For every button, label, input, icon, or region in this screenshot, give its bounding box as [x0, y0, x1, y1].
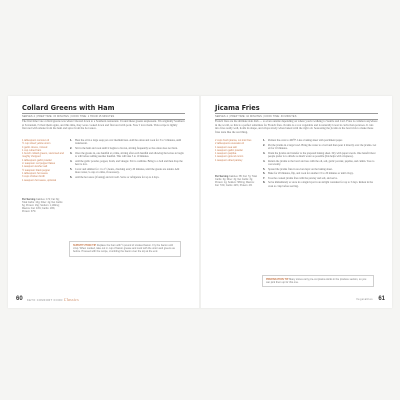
step-text: Spread the jicama fries in an even layer on the baking sheet.	[268, 167, 333, 171]
step-text: Add the garlic powder, pepper, broth, and vinegar. Stir to combine. Bring to a boil and then drop the heat to low.	[75, 159, 183, 166]
step-number: 1.	[263, 139, 266, 142]
ingredient-item: 1 teaspoon ground cumin	[215, 155, 244, 159]
ingredient-item: 1 teaspoon kosher salt	[22, 165, 48, 169]
step-number: 7.	[263, 176, 266, 180]
substitution-tip-box	[69, 241, 181, 257]
recipe-step	[70, 152, 185, 159]
ingredient-item: 4 garlic cloves, minced	[22, 145, 48, 149]
recipe-intro: The first time I ate collard greens was when I moved down to a Southern restaurant. I found these greens unpleasant. I'm originally Southern at Savannah, I'd had them again, and this time, they were cooked down and flavored with pork. Now I love them. This recipe is lightly flavored with smoke from the ham and spice from the hot sauce.	[22, 119, 185, 131]
footer-book-title: KETO COMFORT FOOD	[27, 299, 63, 302]
recipe-step	[70, 160, 185, 167]
step-number: 2.	[263, 143, 266, 147]
step-number: 2.	[70, 147, 73, 150]
recipe-step	[263, 160, 378, 167]
ingredient-item: 1 teaspoon hot sauce, optional	[22, 178, 57, 182]
recipe-title: Collard Greens with Ham	[22, 104, 115, 112]
tip-text: Many stores carry pre-cut jicama sticks in the produce section, so you can pick them up for this one.	[266, 278, 367, 285]
step-list	[263, 139, 378, 189]
step-number: 5.	[263, 167, 266, 171]
recipe-step	[263, 172, 378, 175]
step-number: 6.	[263, 172, 266, 176]
nutrition-label: Per Serving	[22, 198, 36, 201]
ingredient-item: 2 cups fresh jicama, cut into fries	[215, 139, 252, 142]
page-number: 61	[378, 296, 385, 302]
tip-label: SUBSTITUTION TIP	[73, 244, 97, 247]
book-spread	[8, 96, 392, 308]
nutrition-label: Per Serving	[215, 175, 229, 178]
recipe-meta: SERVES 4 | PREP TIME: 10 MINUTES | COOK TIME: 30 MINUTES	[215, 113, 378, 120]
ingredient-item: 1 tablespoon coconut oil	[22, 139, 49, 142]
step-number: 3.	[70, 151, 73, 155]
running-footer	[27, 298, 79, 302]
ingredient-item: 2 tablespoons avocado oil	[215, 142, 244, 146]
ingredient-item: 1 tablespoon garlic powder	[22, 158, 52, 162]
step-text: Drain the jicama and transfer to the prepared baking sheet. Dry with paper towels. One benefit most people prefer is to drizzle as much water as possible (this helps with crispness).	[268, 151, 376, 158]
recipe-step	[263, 139, 378, 142]
footer-accent: Classics	[63, 298, 80, 302]
ingredient-list	[215, 139, 257, 162]
recipe-intro: French fries are the ultimate side dish — so even outside depending on where you're walking to Seattle and Carl. Fries is common anywhere in the world, so this is a perfect substitute for French fries. Jicama is a root vegetable and is naturally lower in carbs than potatoes. It cuts into fries really well, holds its shape, and crisps nicely when baked with the right oil. Seasoning the jicama is the best trick to make these fries taste like the real thing.	[215, 119, 378, 135]
step-text: Stir in the ham and cook until it begins to brown, stirring frequently so the onion does not burn.	[75, 147, 178, 150]
ingredient-item: 1 teaspoon garlic powder	[215, 148, 243, 152]
step-text: Put the jicama in a large bowl. Bring the water to a boil and then pour it directly over the jicama. Let sit for 10 minutes.	[268, 143, 377, 150]
step-text: Heat the oil in a large soup pot over medium heat. Add the onion and cook for 3 to 5 minutes, until translucent.	[75, 139, 182, 146]
recipe-step	[263, 181, 378, 188]
ingredient-item: 3 cups chicken broth	[22, 175, 45, 179]
ingredient-item: 1 cup cubed ham	[22, 148, 42, 152]
ingredient-list	[22, 139, 64, 182]
recipe-step	[263, 144, 378, 151]
nutrition-info	[22, 198, 64, 213]
nutrition-values: Calories: 172; Fat: 8g; Total Carbs: 10g; Fiber: 4g; Net Carbs: 6g; Protein: 16g; Sodium: 1,190mg; Macros: Fat: 44%; Carbs: 19%; Protein: 37%	[22, 198, 63, 214]
step-list	[70, 139, 185, 180]
step-number: 4.	[70, 159, 73, 163]
recipe-step	[70, 147, 185, 150]
step-text: Toss the cooked jicama fries with the parsley and salt, and serve.	[268, 176, 338, 180]
step-text: Add the hot sauce (if using) and stir well. Serve or refrigerate for up to 4 days.	[75, 175, 160, 179]
recipe-step	[70, 139, 185, 146]
left-page	[8, 96, 199, 308]
step-number: 6.	[70, 175, 73, 179]
step-number: 8.	[263, 181, 266, 185]
recipe-meta: SERVES 4 | PREP TIME: 15 MINUTES | COOK TIME: 1 HOUR 15 MINUTES	[22, 113, 185, 120]
nutrition-values: Calories: 85; Fat: 7g; Total Carbs: 6g; Fiber: 3g; Net Carbs: 3g; Protein: 1g; Sodium: 580mg; Macros: Fat: 74%; Carbs: 22%; Protein: 4%	[215, 175, 257, 188]
ingredient-item: 1 teaspoon paprika	[215, 152, 237, 156]
page-number: 60	[16, 296, 23, 302]
recipe-step	[263, 152, 378, 159]
ingredient-item: ½ teaspoon black pepper	[22, 168, 51, 172]
recipe-title: Jicama Fries	[215, 104, 260, 112]
tip-text: Replace the ham with ½ pound of smoked bacon. Fry the bacon until crisp. When cooked, take out ¼ cup of bacon grease and cook with the onion and greens as before. Proceed with the recipe, crumbling the bacon over the top at the end.	[73, 244, 175, 254]
step-number: 4.	[263, 159, 266, 163]
step-text: Cover and simmer for 1 to 1½ hours, checking every 20 minutes, until the greens are tender. Add more water, ¼ cup at a time, if necessary.	[75, 167, 180, 174]
ingredient-item: 1 bunch collard greens, stemmed and roughly chopped	[22, 152, 64, 159]
ingredient-item: 1 teaspoon sea salt	[215, 145, 237, 149]
recipe-step	[263, 177, 378, 180]
right-page	[201, 96, 392, 308]
recipe-step	[70, 176, 185, 179]
step-text: Once the greens in, one handful at a time, stirring after each handful and allowing the leaves to begin to wilt before adding another handful. This will take 5 to 10 minutes.	[75, 151, 184, 158]
step-number: 3.	[263, 151, 266, 155]
ingredient-item: 1 tablespoon hot sauce	[22, 171, 48, 175]
nutrition-info	[215, 175, 257, 187]
step-text: Serve immediately or store in a single layer in an airtight container for up to 3 days. Reheat in the oven to crisp before serving.	[268, 181, 373, 188]
preparation-tip-box	[262, 275, 374, 287]
step-text: Preheat the oven to 400°F. Line a baking sheet with parchment paper.	[268, 139, 343, 142]
recipe-step	[263, 168, 378, 171]
ingredient-item: ½ cup sliced yellow onion	[22, 142, 51, 146]
step-number: 5.	[70, 167, 73, 171]
running-footer: Vegetables	[356, 298, 373, 301]
step-text: Return the jicama to the bowl and toss with the oil, salt, garlic powder, paprika, and cumin. Toss to coat evenly.	[268, 159, 375, 166]
ingredient-item: ¼ teaspoon red pepper flakes	[22, 162, 56, 166]
tip-label: PREPARATION TIP	[266, 278, 289, 281]
step-number: 1.	[70, 139, 73, 142]
ingredient-item: 1 teaspoon dried parsley	[215, 158, 243, 162]
recipe-step	[70, 168, 185, 175]
step-text: Bake for 20 minutes, flip, and cook for another 15 to 20 minutes or until crispy.	[268, 172, 354, 176]
